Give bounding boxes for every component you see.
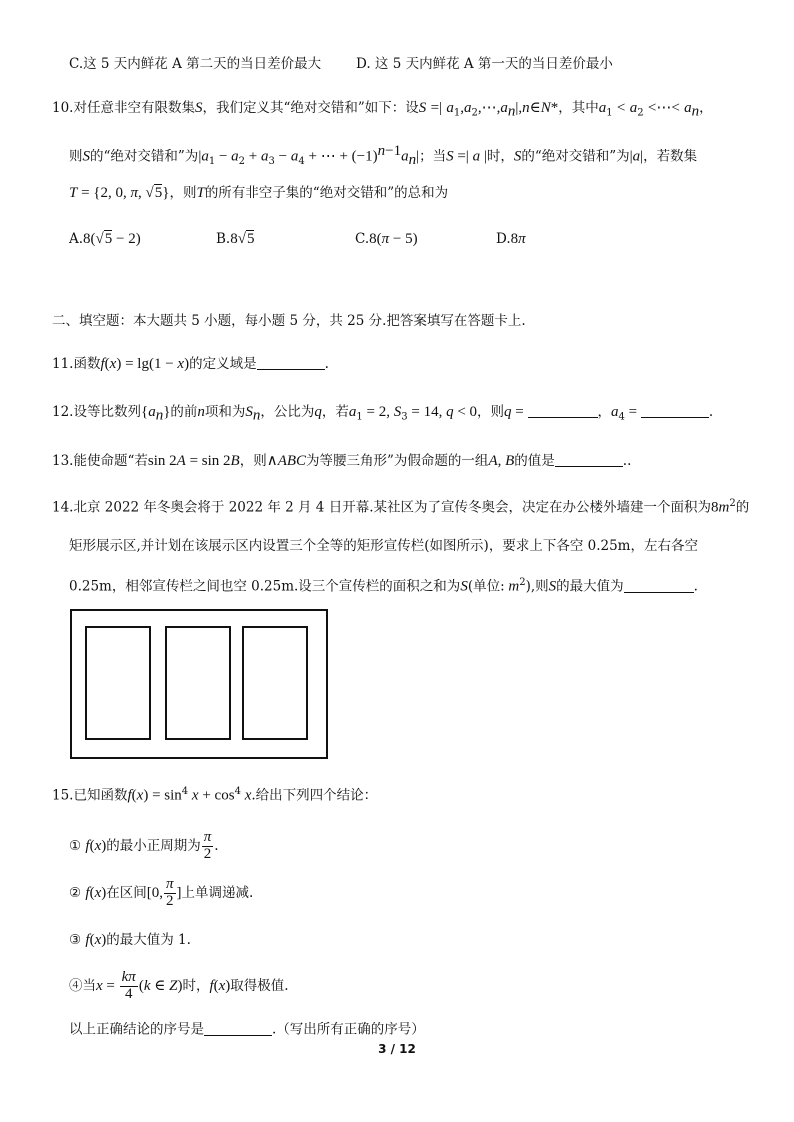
q11: 11.函数f(x) = lg(1 − x)的定义域是 .: [52, 356, 329, 372]
q12-q-blank[interactable]: [528, 404, 598, 419]
q11-answer-blank[interactable]: [257, 356, 325, 371]
q12: 12.设等比数列$\{a_n\}$的前n项和为$S_n$，公比为q，若$a_1 = 2$, $S_3 = 14$, q < 0，则q = ，$a_4$ = .: [52, 404, 714, 424]
q9-option-d: D. 这 5 天内鲜花 A 第一天的当日差价最小: [356, 56, 613, 72]
q13: 13.能使命题“若sin 2A = sin 2B，则∧ABC为等腰三角形”为假命题的一组A, B的值是 ..: [52, 453, 632, 469]
q14-answer-blank[interactable]: [624, 578, 694, 593]
q10-option-d: D.8π: [496, 231, 526, 247]
q15-ending: 以上正确结论的序号是 .（写出所有正确的序号）: [69, 1021, 425, 1038]
q14-line-2: 矩形展示区,并计划在该展示区内设置三个全等的矩形宣传栏(如图所示)，要求上下各空 0.25m，左右各空: [69, 538, 698, 554]
page-number: 3 / 12: [378, 1042, 416, 1056]
q10-option-b: B.8√5: [216, 231, 255, 247]
q14-line-1: 14.北京 2022 年冬奥会将于 2022 年 2 月 4 日开幕.某社区为了宣传冬奥会，决定在办公楼外墙建一个面积为$8m^2$的: [52, 498, 750, 516]
panel-rect-1: [86, 627, 150, 739]
q15-conclusion-1: ① f(x)的最小正周期为 $\frac{\pi}{2}$ .: [69, 829, 219, 862]
q10-option-c: C.8(π − 5): [355, 231, 418, 247]
q15-conclusion-3: ③ f(x)的最大值为 1.: [69, 932, 191, 948]
q15-stem: 15.已知函数$f(x) = \sin^4 x + \cos^4 x$.给出下列四个结论：: [52, 786, 378, 804]
q15-conclusion-2: ② f(x)在区间[0, $\frac{\pi}{2}$ ]上单调递减.: [69, 876, 254, 909]
q15-conclusion-4: ④当x = $\frac{k\pi}{4}$ (k ∈ Z)时，f(x)取得极值.: [69, 969, 289, 1002]
panel-rect-3: [243, 627, 307, 739]
q10-option-a: A.8(√5 − 2): [69, 231, 141, 247]
panel-rect-2: [166, 627, 230, 739]
q10-line-1: 10.对任意非空有限数集S，我们定义其“绝对交错和”如下：设S =| $a_1,a_2,\cdots,a_n|,n\in N*$，其中$a_1 < a_2$ <⋯< $a_n$，: [52, 100, 713, 120]
q12-a4-blank[interactable]: [641, 404, 709, 419]
q15-answer-blank[interactable]: [204, 1021, 272, 1036]
q10-line-3: T = {2, 0, π, √5}，则T的所有非空子集的“绝对交错和”的总和为: [69, 185, 449, 201]
section-2-heading: 二、填空题：本大题共 5 小题，每小题 5 分，共 25 分.把答案填写在答题卡上.: [52, 313, 526, 329]
q14-line-3: 0.25m，相邻宣传栏之间也空 0.25m.设三个宣传栏的面积之和为S(单位: $m^2$),则S的最大值为 .: [69, 577, 698, 595]
q13-answer-blank[interactable]: [555, 453, 623, 468]
q14-figure: [70, 609, 328, 759]
display-area-rect: [71, 610, 327, 758]
q10-line-2: 则S的“绝对交错和”为$|a_1 - a_2 + a_3 - a_4$ + ⋯ + $(-1)^{n-1}a_n|$；当S =| a |时，S的“绝对交错和”为|a|，若数集: [69, 143, 698, 169]
q9-option-c: C.这 5 天内鲜花 A 第二天的当日差价最大: [69, 56, 322, 72]
